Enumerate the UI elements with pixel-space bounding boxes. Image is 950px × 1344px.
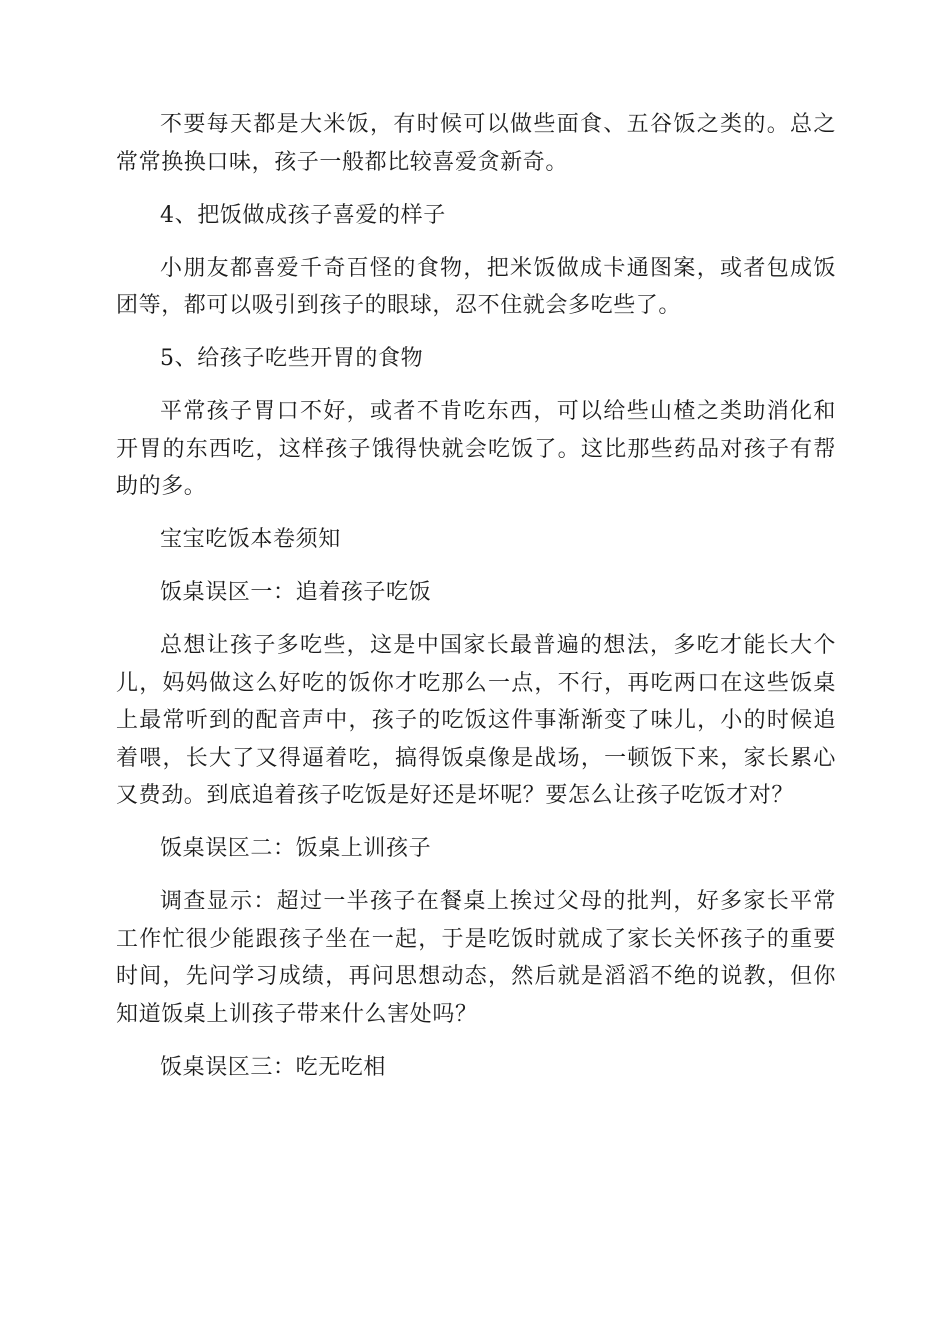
section-heading: 饭桌误区二：饭桌上训孩子 [160,836,432,861]
section-heading: 饭桌误区一：追着孩子吃饭 [160,580,432,605]
section-heading: 4、把饭做成孩子喜爱的样子 [160,202,446,228]
section-heading: 宝宝吃饭本卷须知 [160,527,341,552]
section-heading: 5、给孩子吃些开胃的食物 [160,346,424,371]
document-body [116,106,836,1102]
paragraph: 调查显示：超过一半孩子在餐桌上挨过父母的批判，好多家长平常工作忙很少能跟孩子坐在一起，于是吃饭时就成了家长关怀孩子的重要时间，先问学习成绩，再问思想动态，然后就是滔滔不绝的说教，但你知道饭桌上训孩子带来什么害处吗？ [116,889,836,1027]
paragraph: 平常孩子胃口不好，或者不肯吃东西，可以给些山楂之类助消化和开胃的东西吃，这样孩子饿得快就会吃饭了。这比那些药品对孩子有帮助的多。 [116,399,836,499]
paragraph: 不要每天都是大米饭，有时候可以做些面食、五谷饭之类的。总之常常换换口味，孩子一般都比较喜爱贪新奇。 [116,112,836,175]
paragraph: 总想让孩子多吃些，这是中国家长最普遍的想法，多吃才能长大个儿，妈妈做这么好吃的饭你才吃那么一点，不行，再吃两口在这些饭桌上最常听到的配音声中，孩子的吃饭这件事渐渐变了味儿，小的时候追着喂，长大了又得逼着吃，搞得饭桌像是战场，一顿饭下来，家长累心又费劲。到底追着孩子吃饭是好还是坏呢？要怎么让孩子吃饭才对？ [116,633,836,808]
section-heading: 饭桌误区三：吃无吃相 [160,1054,387,1080]
paragraph: 小朋友都喜爱千奇百怪的食物，把米饭做成卡通图案，或者包成饭团等，都可以吸引到孩子的眼球，忍不住就会多吃些了。 [116,255,836,318]
